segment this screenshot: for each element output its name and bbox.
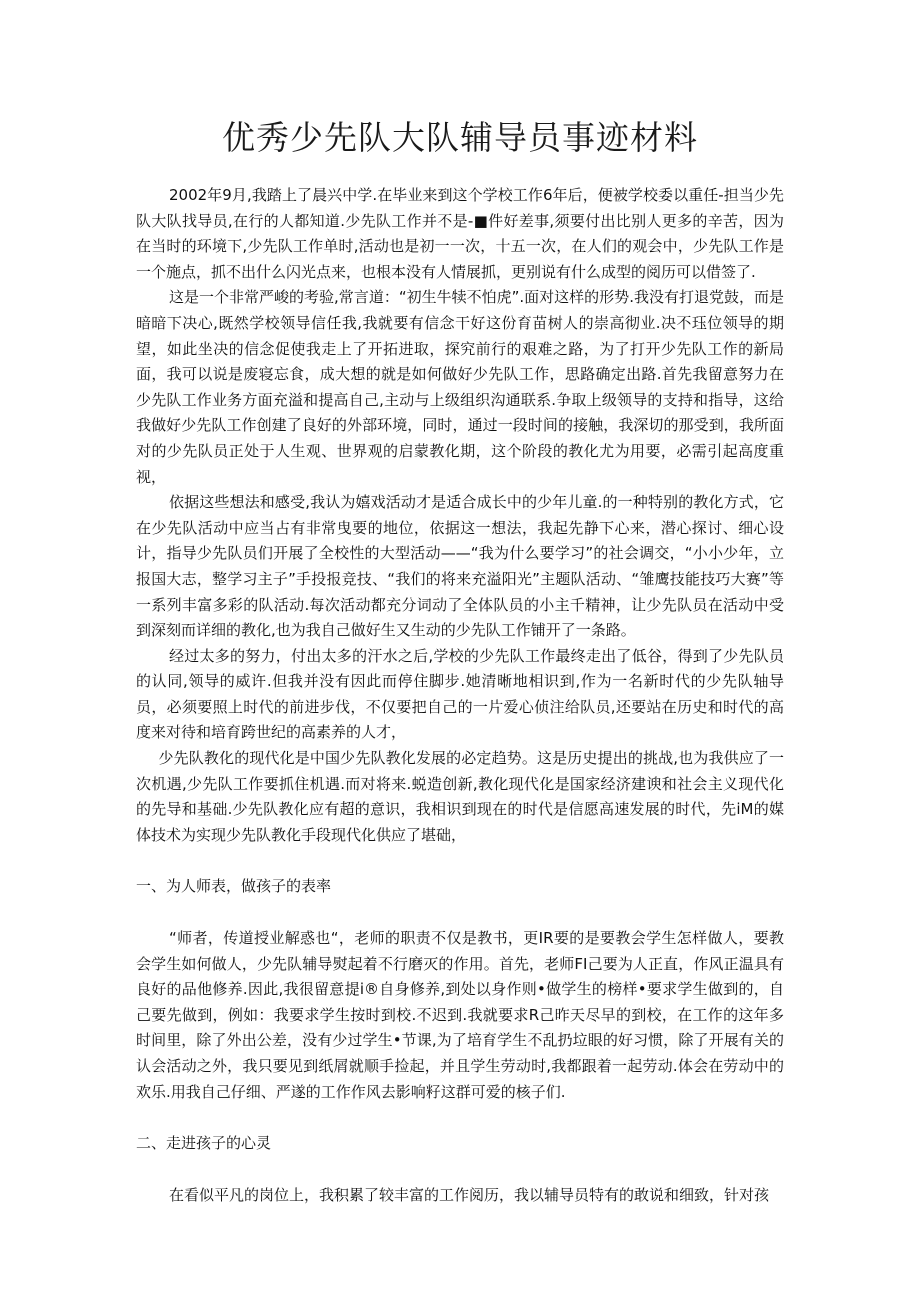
paragraph-3: 依据这些想法和感受,我认为嬉戏活动才是适合成长中的少年儿童.的一种特别的教化方式，它在少先队活动中应当占有非常曳要的地位，依据这一想法，我起先静下心来，潜心探讨、细心设计，指导少先队员们开展了全校性的大型活动——“我为什么要学习”的社会调交，“小小少年，立报国大志，整学习主子”手投报竞技、“我们的将来充溢阳光”主题队活动、“雏鹰技能技巧大赛”等一系列丰富多彩的队活动.每次活动都充分词动了全体队员的小主千精神，让少先队员在活动中受到深刻而详细的教化,也为我自己做好生又生动的少先队工作铺开了一条路。 — [136, 493, 784, 640]
paragraph-4: 经过太多的努力，付出太多的汗水之后,学校的少先队工作最终走出了低谷，得到了少先队员的认同,领导的威许.但我并没有因此而停住脚步.她清晰地相识到,作为一名新时代的少先队轴导员，必须要照上时代的前进步伐，不仅要把自己的一片爱心侦注给队员,还要站在历史和时代的高度来对待和培育跨世纪的高素养的人才， — [136, 646, 784, 742]
section-2-heading: 二、走进孩子的心灵 — [136, 1134, 272, 1153]
section-1-paragraph: “师者，传道授业解惑也“，老师的职责不仅是教书，更IR要的是要教会学生怎样做人，要教会学生如何做人，少先队辅导熨起着不行磨灭的作用。首先，老师FI己要为人正直，作风正温具有良好的品他修养.因此,我很留意提i®自身修养,到处以身作则•做学生的榜样•要求学生做到的，自己要先做到，例如：我要求学生按时到校.不迟到.我就要求R己昨天尽早的到校，在工作的这年多时间里，除了外出公差，没有少过学生•节课,为了培育学生不乱扔垃眼的好习惯，除了开展有关的认会活动之外，我只要见到纸屑就顺手捡起，并且学生劳动时,我都跟着一起劳动.体会在劳动中的欢乐.用我自己仔细、严遂的工作作风去影响籽这群可爱的核子们. — [136, 929, 784, 1101]
paragraph-5: 少先队教化的现代化是中国少先队教化发展的必定趋势。这是历史提出的挑战,也为我供应了一次机遇,少先队工作要抓住机遇.而对将来.蜕造创新,教化现代化是国家经济建谀和社会主义现代化的先导和基础.少先队教化应有超的意识，我相识到现在的时代是信愿高速发展的时代，先iM的媒体技术为实现少先队教化手段现代化供应了堪础， — [136, 749, 784, 844]
paragraph-2: 这是一个非常严峻的考验,常言道：“初生牛犊不怕虎”.面对这样的形势.我没有打退党鼓，而是暗暗下决心,既然学校领导信任我,我就要有信念干好这份育苗树人的崇高彻业.决不珏位领导的期望，如此坐决的信念促使我走上了开拓进取，探究前行的艰难之路，为了打开少先队工作的新局面，我可以说是废寝忘食，成大想的就是如何做好少先队工作，思路确定出路.首先我留意努力在少先队工作业务方面充溢和提高自己,主动与上级组织沟通联系.争取上级领导的支持和指导，这给我做好少先队工作创建了良好的外部环境，同时，通过一段时间的接触，我深切的那受到，我所面对的少先队员正处于人生观、世界观的启蒙教化期，这个阶段的教化尤为用要，必需引起高度重视， — [136, 288, 784, 486]
document-body — [136, 183, 784, 1208]
paragraph-1: 2002年9月,我踏上了晨兴中学.在毕业来到这个学校工作6年后，便被学校委以重任-担当少先队大队找导员,在行的人都知道.少先队工作并不是-■件好差事,须要付出比别人更多的辛苦，因为在当时的环境下,少先队工作单时,活动也是初一一次，十五一次，在人们的观会中，少先队工作是一个施点，抓不出什么闪光点来，也根本没有人情展抓，更别说有什么成型的阅历可以借签了. — [136, 186, 784, 281]
document-title: 优秀少先队大队辅导员事迹材料 — [222, 118, 698, 157]
section-1-heading: 一、为人师表，做孩子的表率 — [136, 877, 332, 896]
section-2-paragraph: 在看似平凡的岗位上，我积累了较丰富的工作阅历，我以辅导员特有的敢说和细致，针对孩 — [169, 1185, 770, 1204]
